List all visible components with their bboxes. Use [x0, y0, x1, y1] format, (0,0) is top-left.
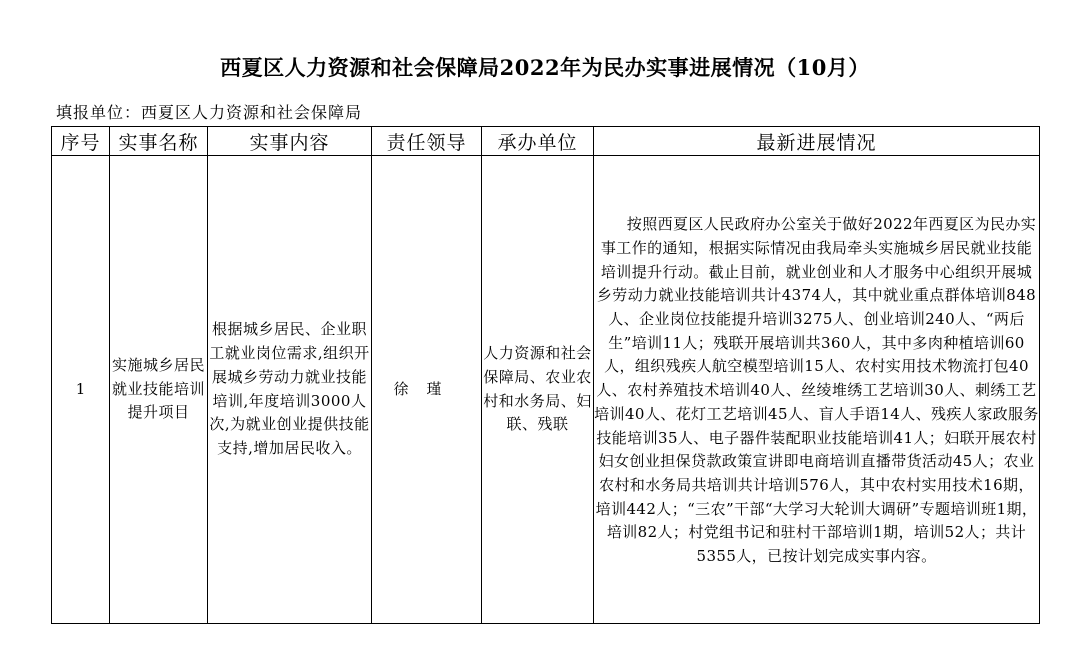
table-row	[52, 156, 1040, 624]
header-leader: 责任领导	[372, 127, 482, 156]
table-body	[52, 156, 1040, 624]
header-no: 序号	[52, 127, 110, 156]
cell-leader: 徐瑾	[372, 156, 482, 624]
document-title: 西夏区人力资源和社会保障局2022年为民办实事进展情况（10月）	[220, 55, 870, 80]
table-header	[52, 127, 1040, 156]
cell-no: 1	[52, 156, 110, 624]
cell-project-content: 根据城乡居民、企业职工就业岗位需求,组织开展城乡劳动力就业技能培训,年度培训3000人次,为就业创业提供技能支持,增加居民收入。	[208, 156, 372, 624]
cell-units: 人力资源和社会保障局、农业农村和水务局、妇联、残联	[482, 156, 594, 624]
header-units: 承办单位	[482, 127, 594, 156]
header-name: 实事名称	[110, 127, 208, 156]
header-progress: 最新进展情况	[594, 127, 1040, 156]
progress-table	[51, 126, 1040, 624]
progress-text: 按照西夏区人民政府办公室关于做好2022年西夏区为民办实事工作的通知，根据实际情况由我局牵头实施城乡居民就业技能培训提升行动。截止目前，就业创业和人才服务中心组织开展城乡劳动力就业技能培训共计4374人，其中就业重点群体培训848人、企业岗位技能提升培训3275人、创业培训240人、“两后生”培训11人；残联开展培训共360人，其中多肉种植培训60人，组织残疾人航空模型培训15人、农村实用技术物流打包40人、农村养殖技术培训40人、丝绫堆绣工艺培训30人、刺绣工艺培训40人、花灯工艺培训45人、盲人手语14人、残疾人家政服务技能培训35人、电子器件装配职业技能培训41人；妇联开展农村妇女创业担保贷款政策宣讲即电商培训直播带货活动45人；农业农村和水务局共培训共计培训576人，其中农村实用技术16期，培训442人；“三农”干部“大学习大轮训大调研”专题培训班1期，培训82人；村党组书记和驻村干部培训1期，培训52人；共计5355人，已按计划完成实事内容。	[594, 215, 1039, 566]
header-row	[52, 127, 1040, 156]
cell-project-name: 实施城乡居民就业技能培训提升项目	[110, 156, 208, 624]
cell-progress	[594, 156, 1040, 624]
header-content: 实事内容	[208, 127, 372, 156]
filing-unit: 填报单位：西夏区人力资源和社会保障局	[56, 103, 363, 122]
